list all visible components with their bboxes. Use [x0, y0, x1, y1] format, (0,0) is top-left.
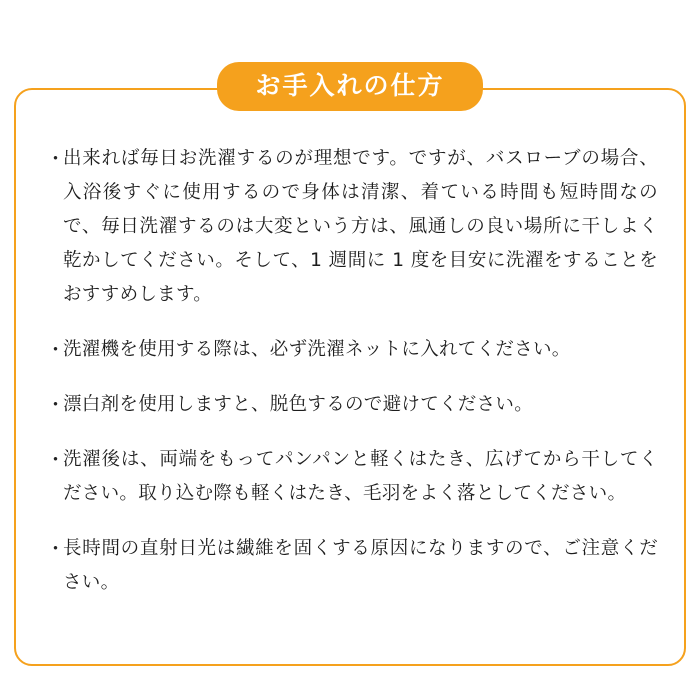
bullet-icon: ・: [46, 148, 66, 170]
title-banner: [0, 62, 700, 111]
page-title: お手入れの仕方: [217, 62, 482, 111]
list-item: [46, 333, 658, 367]
bullet-icon: ・: [46, 339, 66, 361]
list-item: [46, 532, 658, 600]
list-item-text: 出来れば毎日お洗濯するのが理想です。ですが、バスローブの場合、入浴後すぐに使用するので身体は清潔、着ている時間も短時間なので、毎日洗濯するのは大変という方は、風通しの良い場所に干しよく乾かしてください。そして、1 週間に 1 度を目安に洗濯をすることをおすすめします。: [63, 148, 658, 305]
list-item-text: 洗濯機を使用する際は、必ず洗濯ネットに入れてください。: [63, 339, 571, 360]
care-instructions-card: [14, 88, 686, 666]
list-item-text: 長時間の直射日光は繊維を固くする原因になりますので、ご注意ください。: [63, 538, 658, 593]
bullet-icon: ・: [46, 394, 66, 416]
list-item-text: 漂白剤を使用しますと、脱色するので避けてください。: [63, 394, 534, 415]
list-item: [46, 388, 658, 422]
care-instructions-list: [46, 142, 658, 621]
bullet-icon: ・: [46, 538, 66, 560]
list-item: [46, 443, 658, 511]
list-item: [46, 142, 658, 312]
list-item-text: 洗濯後は、両端をもってパンパンと軽くはたき、広げてから干してください。取り込む際も軽くはたき、毛羽をよく落としてください。: [63, 449, 658, 504]
bullet-icon: ・: [46, 449, 66, 471]
